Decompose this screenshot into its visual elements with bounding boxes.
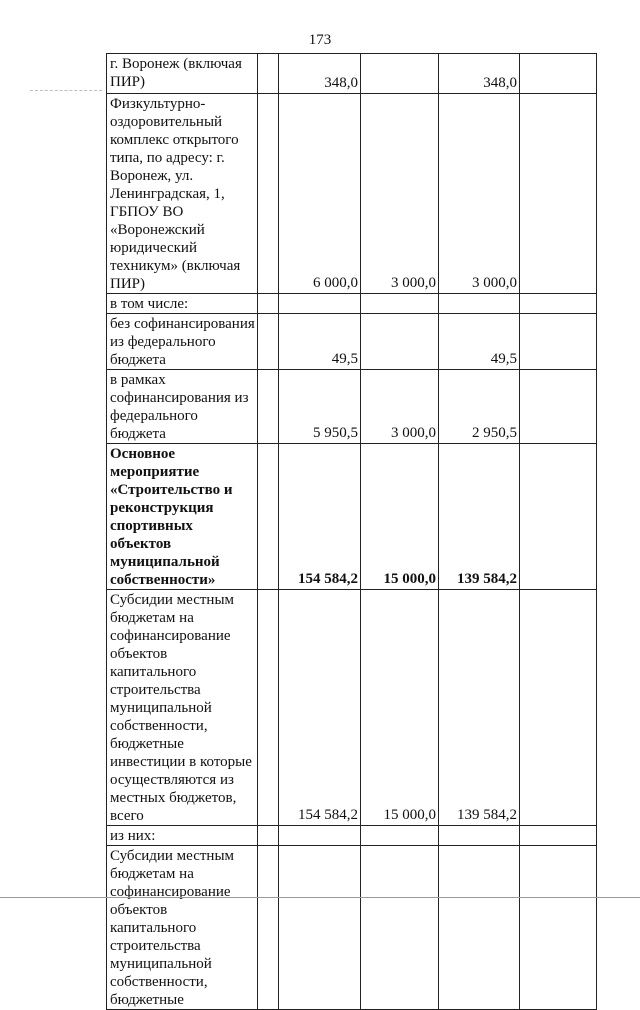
empty-cell — [520, 846, 597, 1010]
row-name: Субсидии местным бюджетам на софинансирование объектов капитального строительства муниципальной собственности, бюджетные — [107, 846, 258, 1010]
budget-table — [106, 53, 597, 1010]
row-name: из них: — [107, 826, 258, 846]
federal-cell — [361, 54, 439, 94]
row-name: Субсидии местным бюджетам на софинансирование объектов капитального строительства муниципальной собственности, бюджетные инвестиции в которые осуществляются из местных бюджетов, всего — [107, 590, 258, 826]
total-cell: 49,5 — [279, 314, 361, 370]
regional-cell: 49,5 — [439, 314, 520, 370]
margin-mark — [30, 90, 102, 91]
row-name: Физкультурно-оздоровительный комплекс открытого типа, по адресу: г. Воронеж, ул. Ленинградская, 1, ГБПОУ ВО «Воронежский юридический техникум» (включая ПИР) — [107, 94, 258, 294]
regional-cell — [439, 826, 520, 846]
table-row — [107, 846, 597, 1010]
page-number: 173 — [308, 32, 332, 48]
empty-cell — [520, 54, 597, 94]
total-cell: 6 000,0 — [279, 94, 361, 294]
total-cell — [279, 294, 361, 314]
table-row — [107, 590, 597, 826]
empty-cell — [520, 590, 597, 826]
empty-cell — [258, 314, 279, 370]
federal-cell — [361, 314, 439, 370]
empty-cell — [520, 294, 597, 314]
regional-cell: 139 584,2 — [439, 444, 520, 590]
total-cell: 348,0 — [279, 54, 361, 94]
total-cell — [279, 846, 361, 1010]
table-row — [107, 826, 597, 846]
empty-cell — [520, 370, 597, 444]
federal-cell: 15 000,0 — [361, 590, 439, 826]
table-row — [107, 314, 597, 370]
federal-cell — [361, 846, 439, 1010]
table-row — [107, 294, 597, 314]
regional-cell: 3 000,0 — [439, 94, 520, 294]
table-row — [107, 444, 597, 590]
federal-cell — [361, 294, 439, 314]
empty-cell — [520, 314, 597, 370]
bottom-rule — [0, 897, 640, 898]
total-cell: 5 950,5 — [279, 370, 361, 444]
regional-cell: 2 950,5 — [439, 370, 520, 444]
empty-cell — [258, 294, 279, 314]
table-row — [107, 54, 597, 94]
row-name: г. Воронеж (включая ПИР) — [107, 54, 258, 94]
empty-cell — [258, 54, 279, 94]
row-name: в том числе: — [107, 294, 258, 314]
row-name: в рамках софинансирования из федерального бюджета — [107, 370, 258, 444]
empty-cell — [258, 94, 279, 294]
empty-cell — [258, 590, 279, 826]
total-cell — [279, 826, 361, 846]
regional-cell — [439, 846, 520, 1010]
empty-cell — [520, 94, 597, 294]
empty-cell — [520, 826, 597, 846]
federal-cell: 3 000,0 — [361, 94, 439, 294]
regional-cell — [439, 294, 520, 314]
table-row — [107, 94, 597, 294]
empty-cell — [520, 444, 597, 590]
empty-cell — [258, 444, 279, 590]
federal-cell — [361, 826, 439, 846]
regional-cell: 348,0 — [439, 54, 520, 94]
empty-cell — [258, 846, 279, 1010]
federal-cell: 15 000,0 — [361, 444, 439, 590]
row-name: Основное мероприятие «Строительство и реконструкция спортивных объектов муниципальной собственности» — [107, 444, 258, 590]
table-row — [107, 370, 597, 444]
total-cell: 154 584,2 — [279, 590, 361, 826]
row-name: без софинансирования из федерального бюджета — [107, 314, 258, 370]
empty-cell — [258, 370, 279, 444]
federal-cell: 3 000,0 — [361, 370, 439, 444]
total-cell: 154 584,2 — [279, 444, 361, 590]
empty-cell — [258, 826, 279, 846]
regional-cell: 139 584,2 — [439, 590, 520, 826]
